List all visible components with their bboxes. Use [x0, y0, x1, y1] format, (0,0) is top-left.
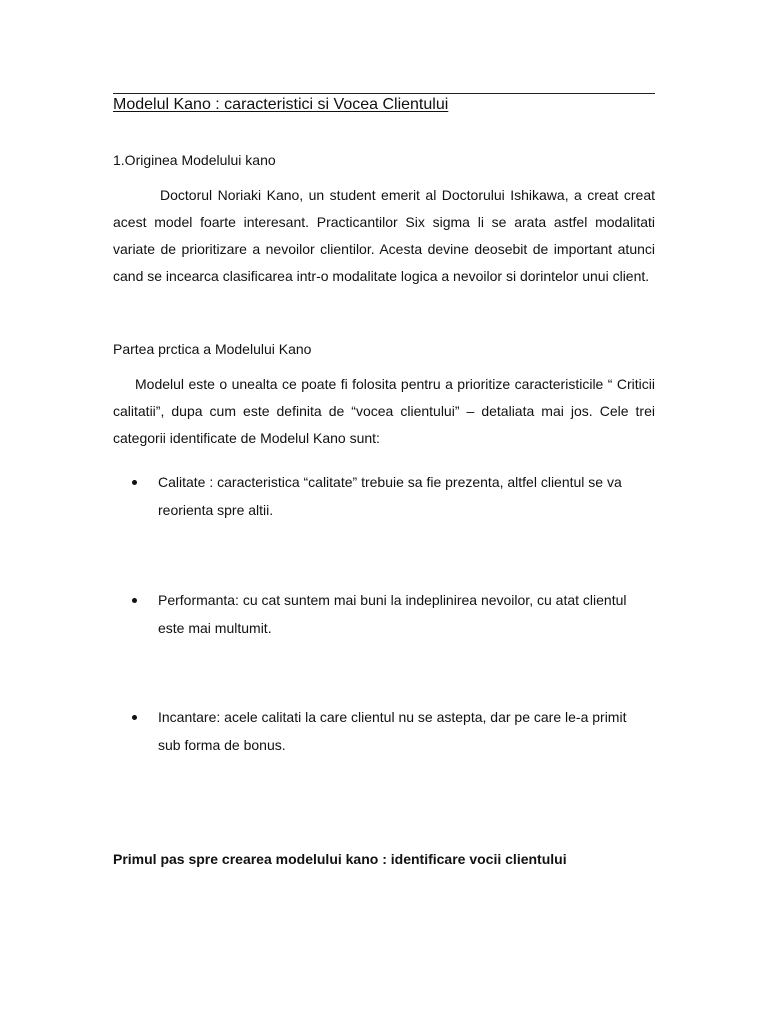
document-title: Modelul Kano : caracteristici si Vocea Clientului — [113, 96, 449, 113]
bullet-icon — [132, 715, 137, 720]
top-rule-divider — [113, 93, 655, 94]
paragraph-practical: Modelul este o unealta ce poate fi folosita pentru a prioritize caracteristicile “ Criticii calitatii”, dupa cum este definita de “vocea clientului” – detaliata mai jos. Cele trei categorii identificate de Modelul Kano sunt: — [113, 376, 655, 446]
list-item-text: Incantare: acele calitati la care clientul nu se astepta, dar pe care le-a primit sub forma de bonus. — [158, 709, 627, 753]
list-item-text: Calitate : caracteristica “calitate” trebuie sa fie prezenta, altfel clientul se va reorienta spre altii. — [158, 474, 622, 518]
section-heading-first-step: Primul pas spre crearea modelului kano : identificare vocii clientului — [113, 851, 567, 867]
bullet-icon — [132, 598, 137, 603]
section-heading-practical: Partea prctica a Modelului Kano — [113, 341, 312, 357]
section-heading-origin: 1.Originea Modelului kano — [113, 152, 276, 168]
bullet-icon — [132, 480, 137, 485]
paragraph-origin: Doctorul Noriaki Kano, un student emerit al Doctorului Ishikawa, a creat creat acest model foarte interesant. Practicantilor Six sigma li se arata astfel modalitati variate de prioritizare a nevoilor clientilor. Acesta devine deosebit de important atunci cand se incearca clasificarea intr-o modalitate logica a nevoilor si dorintelor unui client. — [113, 187, 655, 284]
list-item-text: Performanta: cu cat suntem mai buni la indeplinirea nevoilor, cu atat clientul este mai multumit. — [158, 592, 627, 636]
